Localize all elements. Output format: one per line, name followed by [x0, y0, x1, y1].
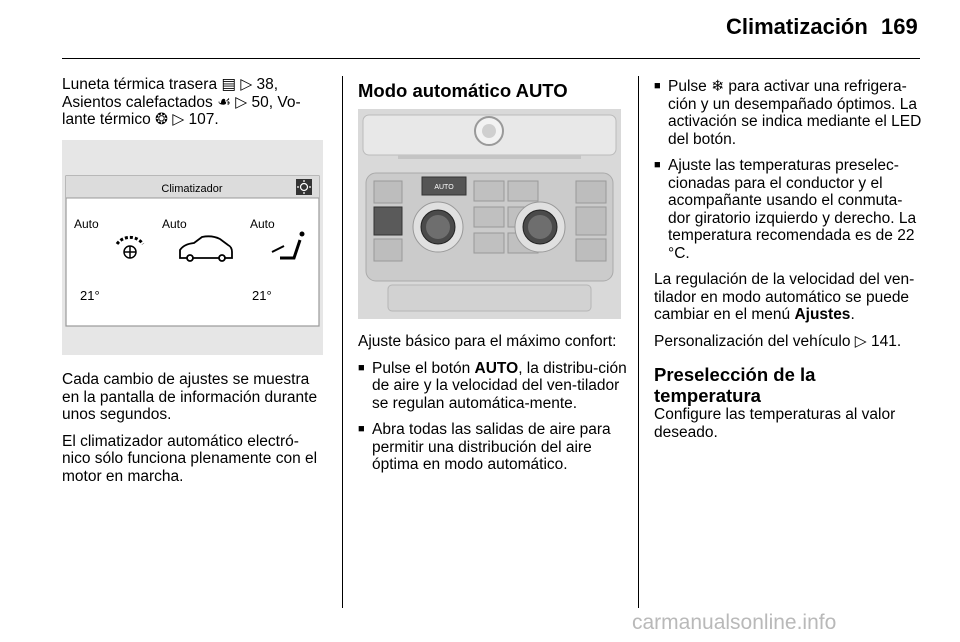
- column-1-body: [62, 371, 326, 494]
- column-1: [62, 76, 330, 129]
- zone-right-label: Auto: [250, 217, 275, 231]
- paragraph-personalization: Personalización del vehículo ▷ 141.: [654, 332, 902, 350]
- section-heading-auto: Modo automático AUTO: [358, 80, 568, 101]
- paragraph-basic-setting: Ajuste básico para el máximo confort:: [358, 333, 617, 350]
- bullet-mark: ■: [358, 423, 365, 435]
- column-2-body: [358, 333, 628, 483]
- paragraph-auto-climate: El climatizador automático electró-nico sólo funciona plenamente con el motor en marcha.: [62, 432, 318, 485]
- bullet-temperatures: ■ Ajuste las temperaturas preselec-cionadas para el conductor y el acompañante usando el conmuta-dor giratorio izquierdo y derecho. La temperatura recomendada es de 22 °C.: [654, 157, 917, 262]
- control-panel-figure: [358, 109, 621, 319]
- watermark: carmanualsonline.info: [632, 611, 837, 634]
- column-2-heading: [358, 80, 626, 101]
- ref-rear-window: Luneta térmica trasera ▤ ▷ 38,: [62, 76, 279, 93]
- snowflake-icon: ❄: [711, 78, 725, 95]
- page-number: 169: [881, 14, 918, 39]
- zone-center-label: Auto: [162, 217, 187, 231]
- screen-title: Climatizador: [161, 183, 223, 195]
- header-rule: [62, 58, 920, 59]
- column-divider-1: [342, 76, 343, 608]
- ref-heated-wheel: lante térmico ❂ ▷ 107.: [62, 111, 219, 128]
- temp-right: 21°: [252, 288, 272, 303]
- paragraph-display-info: Cada cambio de ajustes se muestra en la pantalla de información durante unos segundos.: [62, 371, 318, 423]
- zone-left-label: Auto: [74, 217, 99, 231]
- paragraph-fan-speed: La regulación de la velocidad del ven-tilador en modo automático se puede cambiar en el menú Ajustes.: [654, 271, 915, 323]
- chapter-title: Climatización: [726, 14, 868, 39]
- paragraph-set-temperature: Configure las temperaturas al valor deseado.: [654, 406, 896, 441]
- climate-screen-figure: [62, 140, 323, 355]
- control-panel-illustration: [358, 109, 621, 319]
- bullet-air-vents: ■ Abra todas las salidas de aire para permitir una distribución del aire óptima en modo automático.: [358, 421, 611, 473]
- temp-left: 21°: [80, 288, 100, 303]
- bullet-mark: ■: [654, 80, 661, 92]
- bullet-cooling: ■ Pulse ❄ para activar una refrigera-ción y un desempañado óptimos. La activación se indica mediante el LED del botón.: [654, 78, 922, 148]
- column-divider-2: [638, 76, 639, 608]
- climate-screen-illustration: [62, 140, 323, 355]
- ref-heated-seats: Asientos calefactados ☙ ▷ 50, Vo-: [62, 93, 301, 111]
- ajustes-keyword: Ajustes: [794, 306, 851, 323]
- bullet-mark: ■: [654, 159, 661, 171]
- bullet-auto-button: ■ Pulse el botón AUTO, la distribu-ción de aire y la velocidad del ven-tilador se regulan automática-mente.: [358, 359, 627, 412]
- auto-keyword: AUTO: [474, 359, 519, 377]
- column-3: [654, 78, 922, 450]
- panel-auto-label: AUTO: [434, 184, 454, 191]
- section-heading-preselection: Preselección de la temperatura: [654, 364, 816, 406]
- bullet-mark: ■: [358, 361, 365, 374]
